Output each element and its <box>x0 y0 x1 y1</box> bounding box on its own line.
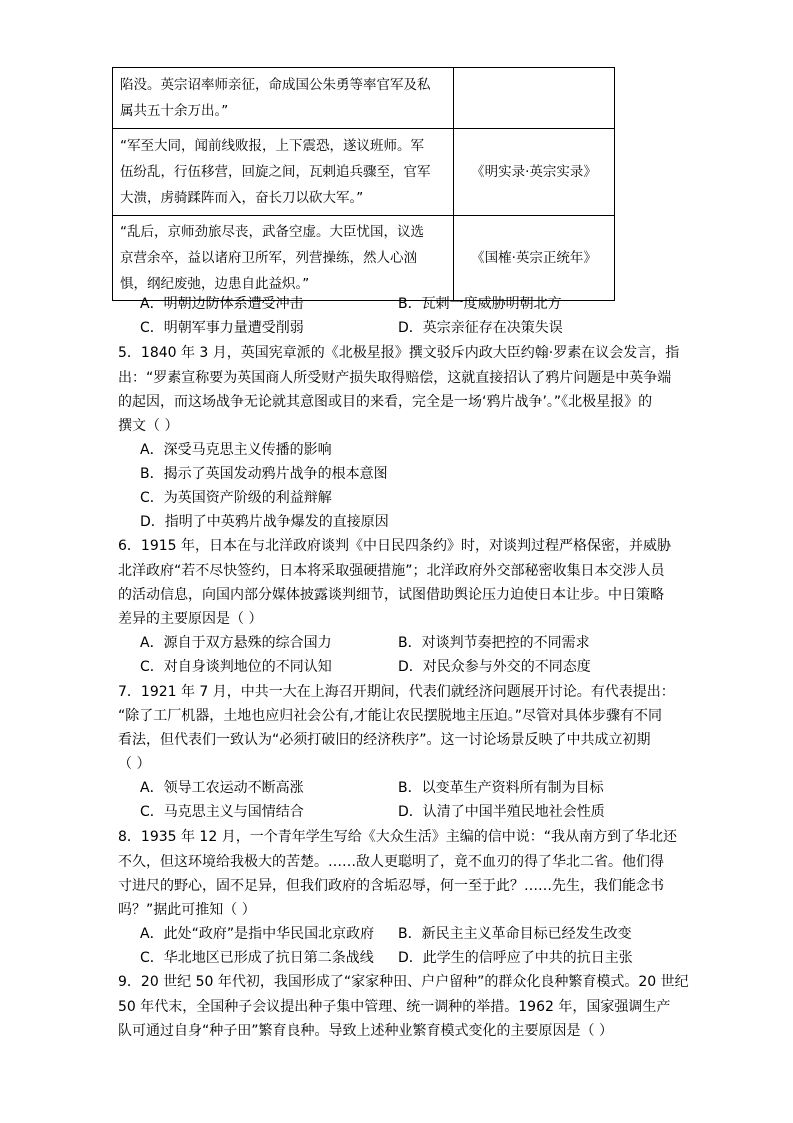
q6-option-d[interactable]: D．对民众参与外交的不同态度 <box>398 659 591 675</box>
q6-option-a[interactable]: A．源自于双方悬殊的综合国力 <box>140 635 332 651</box>
q5-stem-line: 撰文（ ） <box>118 418 179 434</box>
q5-option-a[interactable]: A．深受马克思主义传播的影响 <box>140 442 332 458</box>
q8-option-c[interactable]: C．华北地区已形成了抗日第二条战线 <box>140 950 374 966</box>
q7-option-b[interactable]: B．以变革生产资料所有制为目标 <box>398 780 604 796</box>
q7-option-c[interactable]: C．马克思主义与国情结合 <box>140 804 304 820</box>
q6-stem-line: 北洋政府“若不尽快签约，日本将采取强硬措施”；北洋政府外交部秘密收集日本交涉人员 <box>118 563 665 579</box>
q6-stem-line: 差异的主要原因是（ ） <box>118 611 263 627</box>
q9-stem-line: 50 年代末，全国种子会议提出种子集中管理、统一调种的举措。1962 年，国家强调生产 <box>118 999 671 1015</box>
q4-option-d[interactable]: D．英宗亲征存在决策失误 <box>398 320 563 336</box>
table-cell-source: 《明实录·英宗实录》 <box>454 129 615 216</box>
q5-stem-line: 的起因，而这场战争无论就其意图或目的来看，完全是一场‘鸦片战争’。”《北极星报》的 <box>118 394 653 410</box>
q8-stem-line: 不久，但这环境给我极大的苦楚。……敌人更聪明了，竟不血刃的得了华北二省。他们得 <box>118 854 664 870</box>
q8-option-d[interactable]: D．此学生的信呼应了中共的抗日主张 <box>398 950 633 966</box>
q8-stem-line: 8．1935 年 12 月，一个青年学生写给《大众生活》主编的信中说：“我从南方到了华北还 <box>118 829 677 845</box>
table-cell-text: 陷没。英宗诏率师亲征，命成国公朱勇等率官军及私 属共五十余万出。” <box>113 68 454 129</box>
q7-option-d[interactable]: D．认清了中国半殖民地社会性质 <box>398 804 605 820</box>
q8-stem-line: 寸进尺的野心，固不足异，但我们政府的含垢忍辱，何一至于此？……先生，我们能念书 <box>118 878 664 894</box>
q5-stem-line: 出：“罗素宣称要为英国商人所受财产损失取得赔偿，这就直接招认了鸦片问题是中英争端 <box>118 370 672 386</box>
q4-option-c[interactable]: C．明朝军事力量遭受削弱 <box>140 320 304 336</box>
q4-option-b[interactable]: B．瓦剌一度威胁明朝北方 <box>398 296 562 312</box>
q7-option-a[interactable]: A．领导工农运动不断高涨 <box>140 780 304 796</box>
q7-stem-line: （ ） <box>118 756 151 772</box>
q8-option-a[interactable]: A．此处“政府”是指中华民国北京政府 <box>140 926 375 942</box>
q6-option-b[interactable]: B．对谈判节奏把控的不同需求 <box>398 635 590 651</box>
q5-option-b[interactable]: B．揭示了英国发动鸦片战争的根本意图 <box>140 466 388 482</box>
q7-stem-line: 看法，但代表们一致认为“必须打破旧的经济秩序”。这一讨论场景反映了中共成立初期 <box>118 732 651 748</box>
table-cell-text: “乱后，京师劲旅尽丧，武备空虚。大臣忧国，议选 京营余卒，益以诸府卫所军，列营操练，然人心汹 惧，纲纪废弛，边患自此益炽。” <box>113 216 454 301</box>
table-cell-text: “军至大同，闻前线败报，上下震恐，遂议班师。军 伍纷乱，行伍移营，回旋之间，瓦剌追兵骤至，官军 大溃，虏骑蹂阵而入，奋长刀以砍大军。” <box>113 129 454 216</box>
table-row <box>113 129 615 216</box>
q8-stem-line: 吗？”据此可推知（ ） <box>118 902 256 918</box>
q5-option-c[interactable]: C．为英国资产阶级的利益辩解 <box>140 490 332 506</box>
table-cell-source: 《国榷·英宗正统年》 <box>454 216 615 301</box>
q4-option-a[interactable]: A．明朝边防体系遭受冲击 <box>140 296 304 312</box>
q6-option-c[interactable]: C．对自身谈判地位的不同认知 <box>140 659 332 675</box>
q9-stem-line: 9．20 世纪 50 年代初，我国形成了“家家种田、户户留种”的群众化良种繁育模式。20 世纪 <box>118 974 689 990</box>
table-row <box>113 216 615 301</box>
table-row <box>113 68 615 129</box>
q5-stem-line: 5．1840 年 3 月，英国宪章派的《北极星报》撰文驳斥内政大臣约翰·罗素在议会发言，指 <box>118 345 680 361</box>
source-table <box>112 67 615 301</box>
q7-stem-line: 7．1921 年 7 月，中共一大在上海召开期间，代表们就经济问题展开讨论。有代表提出： <box>118 684 675 700</box>
q9-stem-line: 队可通过自身“种子田”繁育良种。导致上述种业繁育模式变化的主要原因是（ ） <box>118 1023 613 1039</box>
q7-stem-line: “除了工厂机器，土地也应归社会公有,才能让农民摆脱地主压迫。”尽管对具体步骤有不同 <box>118 708 662 724</box>
table-cell-source <box>454 68 615 129</box>
q6-stem-line: 6．1915 年，日本在与北洋政府谈判《中日民四条约》时，对谈判过程严格保密，并威胁 <box>118 538 671 554</box>
q5-option-d[interactable]: D．指明了中英鸦片战争爆发的直接原因 <box>140 514 389 530</box>
q8-option-b[interactable]: B．新民主主义革命目标已经发生改变 <box>398 926 632 942</box>
q6-stem-line: 的活动信息，向国内部分媒体披露谈判细节，试图借助舆论压力迫使日本让步。中日策略 <box>118 587 664 603</box>
